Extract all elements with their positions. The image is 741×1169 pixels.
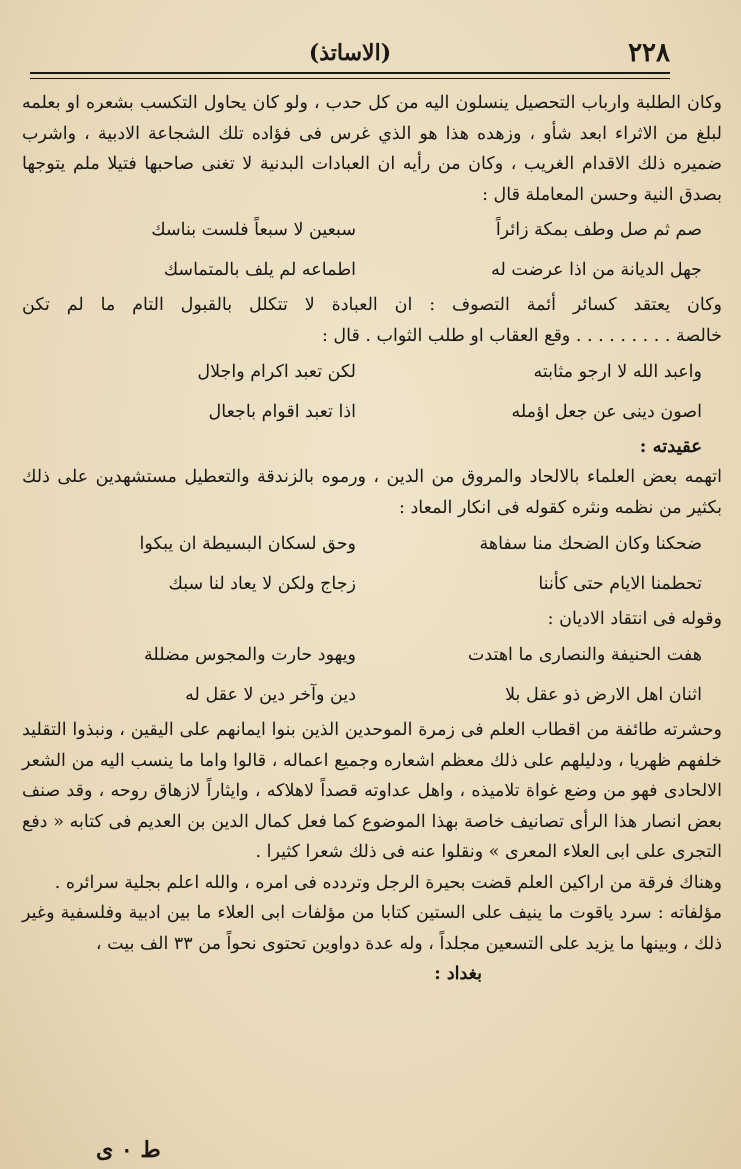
verse-hemistich-first: تحطمنا الايام حتى كأننا (538, 574, 702, 594)
verse-hemistich-first: اثنان اهل الارض ذو عقل بلا (505, 685, 702, 705)
header-rule-thin (30, 78, 670, 79)
verse-hemistich-first: جهل الديانة من اذا عرضت له (491, 260, 702, 280)
verse-hemistich-second: سبعين لا سبعاً فلست بناسك (151, 220, 356, 240)
paragraph-belief-line: اتهمه بعض العلماء بالالحاد والمروق من الدين ، ورموه بالزندقة والتعطيل مستشهدين على ذلك (22, 467, 722, 487)
verse-line (22, 392, 722, 432)
section-heading-belief: عقيدته : (639, 436, 702, 457)
verse-line (22, 524, 722, 564)
page-number: ٢٢٨ (628, 38, 670, 68)
paragraph-sufi-line: خالصة . . . . . . . . . وقع العقاب او طلب الثواب . قال : (321, 326, 722, 346)
paragraph-works: مؤلفاته : سرد ياقوت ما ينيف على الستين كتابا من مؤلفات ابى العلاء ما بين ادبية وفلسفية وغير ذلك ، وبينها ما يزيد على التسعين مجلداً ، وله عدة دواوين تحتوى نحواً من ٣٣ الف بيت ، (22, 903, 722, 954)
paragraph-defense: وحشرته طائفة من اقطاب العلم فى زمرة الموحدين الذين بنوا ايمانهم على اليقين ، ونبذوا التقليد خلفهم ظهريا ، ودليلهم على ذلك معظم اشعاره وجميع اعماله ، قالوا واما ما ينسب اليه من الشعر الالحادى فهو من وضع غواة تلاميذه ، واهل عداوته قصداً لاهلاكه ، وايثاراً لازهاق روحه ، وقد صنف بعض انصار هذا الرأى تصانيف خاصة بهذا الموضوع كما فعل كمال الدين بن العديم فى كتابه « دفع التجرى على ابى العلاء المعرى » ونقلوا عنه فى ذلك شعرا كثيرا . (22, 720, 722, 862)
section-heading-baghdad: بغداد : (434, 964, 482, 984)
verse-hemistich-second: ويهود حارت والمجوس مضللة (144, 645, 356, 665)
verse-line (22, 210, 722, 250)
paragraph-intro: وكان الطلبة وارباب التحصيل ينسلون اليه من كل حدب ، ولو كان يحاول التكسب بشعره او بعلمه لبلغ من الاثراء ابعد شأو ، وزهده هذا هو الذي غرس فى فؤاده تلك الشجاعة الادبية ، واشرب ضميره ذلك الاقدام الغريب ، وكان من رأيه ان العبادات البدنية لا تغنى صاحبها فتيلا ملم يتوجها بصدق النية وحسن المعاملة قال : (22, 93, 722, 205)
verse-hemistich-first: ضحكنا وكان الضحك منا سفاهة (479, 534, 702, 554)
paragraph-belief-line: بكثير من نظمه ونثره كقوله فى انكار المعاد : (399, 498, 722, 518)
verse-hemistich-second: وحق لسكان البسيطة ان يبكوا (139, 534, 356, 554)
verse-hemistich-second: دين وآخر دين لا عقل له (185, 685, 356, 705)
verse-line (22, 250, 722, 290)
verse-hemistich-first: هفت الحنيفة والنصارى ما اهتدت (467, 645, 702, 665)
verse-hemistich-second: اطماعه لم يلف بالمتماسك (163, 260, 356, 280)
verse-hemistich-second: زجاج ولكن لا يعاد لنا سبك (168, 574, 356, 594)
paragraph-confused: وهناك فرقة من اراكين العلم قضت بحيرة الرجل وتردده فى امره ، والله اعلم بجلية سرائره . (54, 872, 722, 893)
running-title: (الاساتذ) (308, 40, 392, 66)
verse-line (22, 352, 722, 392)
verse-hemistich-first: اصون دينى عن جعل اؤمله (511, 402, 702, 422)
verse-hemistich-second: اذا تعبد اقوام باجعال (208, 402, 356, 422)
page-body (22, 88, 722, 990)
verse-line (22, 675, 722, 715)
paragraph-religions-intro: وقوله فى انتقاد الاديان : (547, 609, 722, 629)
page-header (30, 38, 670, 72)
paragraph-city-line (22, 959, 722, 990)
verse-hemistich-first: واعبد الله لا ارجو مثابته (533, 362, 702, 382)
printer-signature-mark: ط ٠ ى (96, 1137, 161, 1163)
paragraph-sufi-line: وكان يعتقد كسائر أئمة التصوف : ان العبادة لا تتكلل بالقبول التام ما لم تكن (22, 295, 722, 315)
verse-line (22, 564, 722, 604)
header-rule-thick (30, 72, 670, 74)
verse-line (22, 635, 722, 675)
verse-hemistich-first: صم ثم صل وطف بمكة زائراً (495, 220, 702, 240)
verse-hemistich-second: لكن تعبد اكرام واجلال (197, 362, 356, 382)
